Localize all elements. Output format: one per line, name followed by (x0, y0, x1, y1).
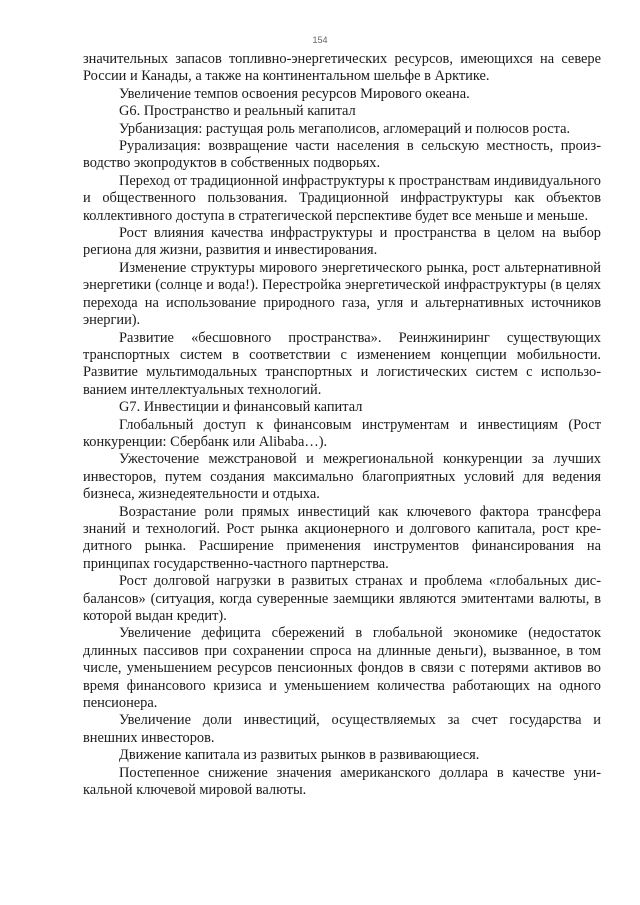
text-body (83, 51, 601, 799)
paragraph: Увеличение дефицита сбережений в глобальной экономике (недостаток длинных пассивов при сохранении спроса на длинные деньги), вызванное, в том числе, уменьшением ресурсов пенсионных фондов в связи с потерями активов во время финансового кризиса и уменьшением количества работающих на одного пенсионера. (83, 625, 601, 712)
paragraph: Увеличение темпов освоения ресурсов Мирового океана. (119, 85, 470, 102)
paragraph: Рост долговой нагрузки в развитых странах и проблема «глобальных дисбалансов» (ситуация, когда суверенные заемщики являются эмитентами валюты, в которой выдан кредит). (83, 573, 601, 624)
paragraph: Глобальный доступ к финансовым инструментам и инвестициям (Рост конкуренции: Сбербанк или Alibaba…). (83, 416, 601, 450)
paragraph: Ужесточение межстрановой и межрегиональной конкуренции за лучших инвесторов, путем создания максимально благоприятных условий для ведения бизнеса, жизнедеятельности и отдыха. (83, 451, 601, 503)
paragraph: Увеличение доли инвестиций, осуществляемых за счет государства и внешних инвесторов. (83, 712, 601, 746)
paragraph: Развитие «бесшовного пространства». Реинжиниринг существующих транспортных систем в соответствии с изменением концепции мобильности. Развитие мультимодальных транспортных и логистических систем с использованием интеллектуальных технологий. (83, 329, 601, 398)
paragraph: Рурализация: возвращение части населения в сельскую местность, производство экопродуктов в собственных подворьях. (83, 138, 601, 172)
paragraph: Переход от традиционной инфраструктуры к пространствам индивидуального и общественного пользования. Традиционной инфраструктуры как объектов коллективного доступа в стратегической перспективе будет все меньше и меньше. (83, 172, 601, 224)
paragraph: Возрастание роли прямых инвестиций как ключевого фактора трансфера знаний и технологий. Рост рынка акционерного и долгового капитала, рост кредитного рынка. Расширение применения инструментов финансирования на принципах государственно-частного партнерства. (83, 503, 601, 572)
paragraph: Урбанизация: растущая роль мегаполисов, агломераций и полюсов роста. (119, 120, 571, 137)
paragraph-continuation: значительных запасов топливно-энергетических ресурсов, имеющихся на севере России и Канады, а также на континентальном шельфе в Арктике. (83, 51, 601, 85)
paragraph: Постепенное снижение значения американского доллара в качестве уникальной ключевой мировой валюты. (83, 764, 601, 799)
section-heading-g6: G6. Пространство и реальный капитал (119, 103, 356, 120)
paragraph: Изменение структуры мирового энергетического рынка, рост альтернативной энергетики (солнце и вода!). Перестройка энергетической инфраструктуры (в целях перехода на использование природного газа, угля и альтернативных источников энергии). (83, 259, 601, 329)
section-heading-g7: G7. Инвестиции и финансовый капитал (119, 399, 363, 416)
paragraph: Движение капитала из развитых рынков в развивающиеся. (119, 747, 480, 764)
paragraph: Рост влияния качества инфраструктуры и пространства в целом на выбор региона для жизни, развития и инвестирования. (83, 225, 601, 259)
page-number: 154 (312, 35, 328, 45)
